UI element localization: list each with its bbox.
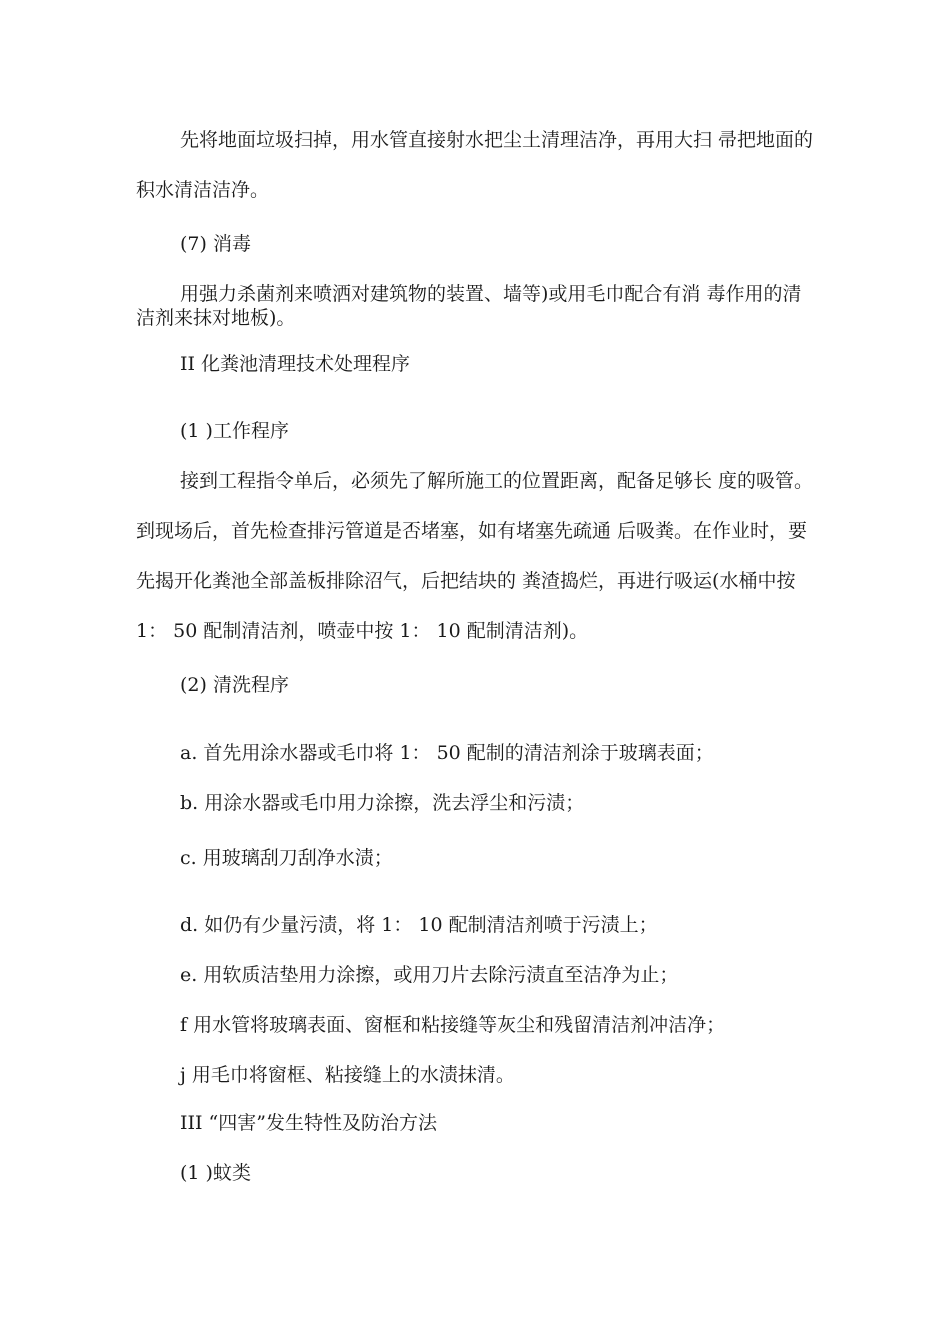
section-heading: III “四害”发生特性及防治方法 — [180, 1112, 437, 1134]
paragraph-line: 1： 50 配制清洁剂，喷壶中按 1： 10 配制清洁剂)。 — [136, 620, 589, 642]
subsection-heading: (2) 清洗程序 — [180, 674, 289, 696]
list-item: b. 用涂水器或毛巾用力涂擦，洗去浮尘和污渍； — [180, 792, 585, 814]
paragraph-line: 先揭开化粪池全部盖板排除沼气，后把结块的 粪渣捣烂，再进行吸运(水桶中按 — [136, 570, 796, 592]
paragraph-line: 接到工程指令单后，必须先了解所施工的位置距离，配备足够长 度的吸管。 — [180, 470, 814, 492]
section-heading: (7) 消毒 — [180, 233, 251, 255]
paragraph-line: 先将地面垃圾扫掉，用水管直接射水把尘土清理洁净，再用大扫 帚把地面的 — [180, 129, 814, 151]
list-item: f 用水管将玻璃表面、窗框和粘接缝等灰尘和残留清洁剂冲洁净； — [180, 1014, 726, 1036]
list-item: j 用毛巾将窗框、粘接缝上的水渍抹清。 — [180, 1064, 515, 1086]
paragraph-line: 积水清洁洁净。 — [136, 179, 270, 201]
section-heading: II 化粪池清理技术处理程序 — [180, 353, 411, 375]
subsection-heading: (1 )工作程序 — [180, 420, 289, 442]
list-item: c. 用玻璃刮刀刮净水渍； — [180, 847, 393, 869]
paragraph-line: 用强力杀菌剂来喷洒对建筑物的装置、墙等)或用毛巾配合有消 毒作用的清 — [180, 283, 802, 305]
list-item: a. 首先用涂水器或毛巾将 1： 50 配制的清洁剂涂于玻璃表面； — [180, 742, 714, 764]
paragraph-line: 到现场后，首先检查排污管道是否堵塞，如有堵塞先疏通 后吸粪。在作业时，要 — [136, 520, 808, 542]
list-item: d. 如仍有少量污渍，将 1： 10 配制清洁剂喷于污渍上； — [180, 914, 658, 936]
subsection-heading: (1 )蚊类 — [180, 1162, 251, 1184]
paragraph-line: 洁剂来抹对地板)。 — [136, 307, 296, 329]
list-item: e. 用软质洁垫用力涂擦，或用刀片去除污渍直至洁净为止； — [180, 964, 679, 986]
